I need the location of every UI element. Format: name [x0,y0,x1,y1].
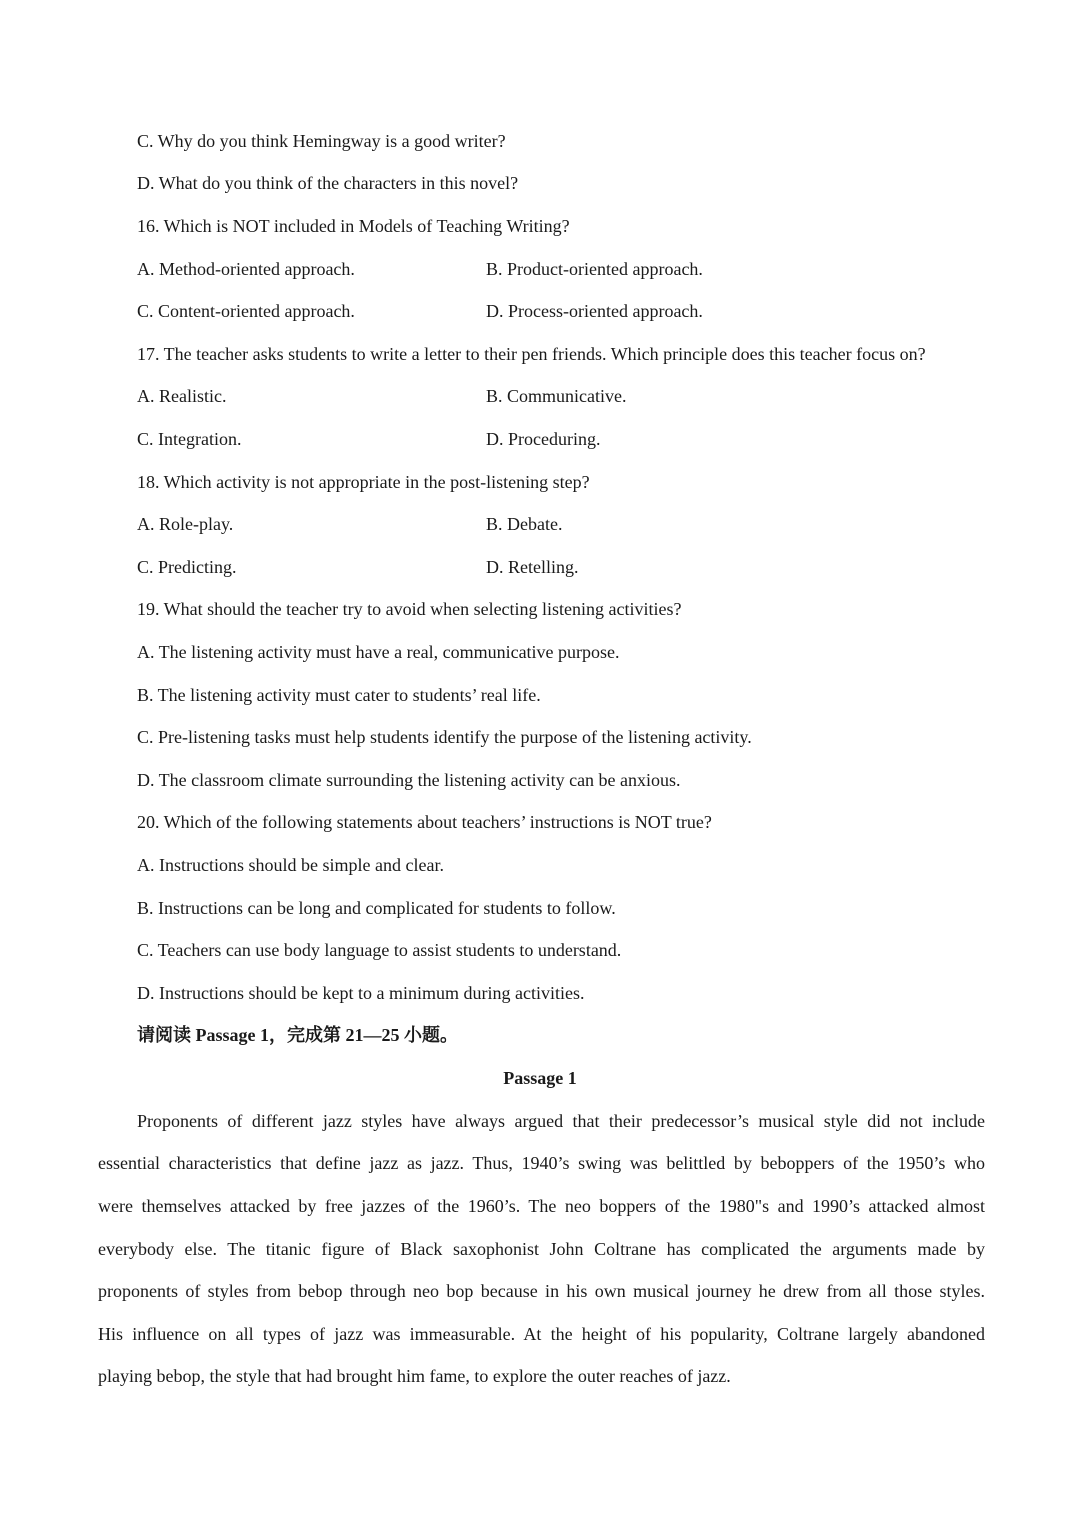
q20-option-c: C. Teachers can use body language to assist students to understand. [137,940,622,960]
q15-option-c: C. Why do you think Hemingway is a good writer? [137,131,506,151]
q17-option-d: D. Proceduring. [486,429,601,449]
q15-option-d: D. What do you think of the characters in this novel? [137,173,519,193]
q16-option-a: A. Method-oriented approach. [137,259,355,279]
passage-line: His influence on all types of jazz was immeasurable. At the height of his popularity, Coltrane largely abandoned [98,1324,985,1344]
passage-line: proponents of styles from bebop through neo bop because in his own musical journey he drew from all those styles. [98,1281,985,1301]
q19-option-d: D. The classroom climate surrounding the listening activity can be anxious. [137,770,681,790]
q17-option-c: C. Integration. [137,429,242,449]
passage-line: Proponents of different jazz styles have always argued that their predecessor’s musical style did not include [137,1111,985,1131]
passage-line: essential characteristics that define jazz as jazz. Thus, 1940’s swing was belittled by beboppers of the 1950’s who [98,1153,985,1173]
q19-stem: 19. What should the teacher try to avoid when selecting listening activities? [137,599,682,619]
q18-option-a: A. Role-play. [137,514,234,534]
q19-option-b: B. The listening activity must cater to students’ real life. [137,685,541,705]
passage-line: were themselves attacked by free jazzes of the 1960’s. The neo boppers of the 1980"s and 1990’s attacked almost [98,1196,985,1216]
q16-option-d: D. Process-oriented approach. [486,301,703,321]
passage-line: everybody else. The titanic figure of Black saxophonist John Coltrane has complicated the arguments made by [98,1239,985,1259]
q16-option-c: C. Content-oriented approach. [137,301,355,321]
q16-stem: 16. Which is NOT included in Models of Teaching Writing? [137,216,570,236]
section-instruction: 请阅读 Passage 1，完成第 21—25 小题。 [137,1025,458,1045]
q20-option-b: B. Instructions can be long and complicated for students to follow. [137,898,616,918]
q18-option-d: D. Retelling. [486,557,579,577]
q18-stem: 18. Which activity is not appropriate in the post-listening step? [137,472,590,492]
q20-stem: 20. Which of the following statements about teachers’ instructions is NOT true? [137,812,712,832]
q19-option-a: A. The listening activity must have a real, communicative purpose. [137,642,620,662]
q17-stem: 17. The teacher asks students to write a letter to their pen friends. Which principle does this teacher focus on? [137,344,926,364]
q18-option-c: C. Predicting. [137,557,237,577]
q18-option-b: B. Debate. [486,514,563,534]
passage-title: Passage 1 [503,1068,577,1088]
q20-option-a: A. Instructions should be simple and clear. [137,855,444,875]
passage-line: playing bebop, the style that had brought him fame, to explore the outer reaches of jazz. [98,1366,731,1386]
q17-option-a: A. Realistic. [137,386,227,406]
q19-option-c: C. Pre-listening tasks must help students identify the purpose of the listening activity. [137,727,752,747]
q20-option-d: D. Instructions should be kept to a minimum during activities. [137,983,585,1003]
q17-option-b: B. Communicative. [486,386,627,406]
q16-option-b: B. Product-oriented approach. [486,259,703,279]
